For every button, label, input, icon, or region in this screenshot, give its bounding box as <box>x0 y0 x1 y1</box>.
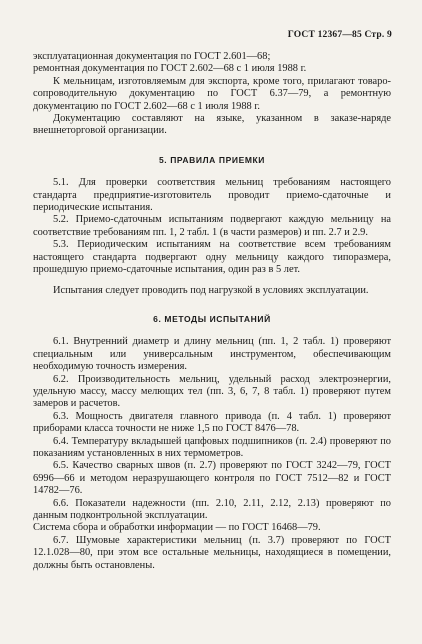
intro-line: эксплуатационная документация по ГОСТ 2.601—68; <box>33 51 271 62</box>
paragraph-5-3-note: Испытания следует проводить под нагрузкой в условиях эксплуатации. <box>53 284 369 296</box>
paragraph-5-2: 5.2. Приемо-сдаточным испытаниям подвергают каждую мельницу на соответствие требованиям пп. 1, 2 табл. 1 (в части размеров) и пп. 2.7 и 2.9. <box>33 214 391 238</box>
paragraph-5-1: 5.1. Для проверки соответствия мельниц требованиям настоящего стандарта предприятие-изготовитель проводит приемо-сдаточные и периодические испытания. <box>33 177 391 214</box>
page-body <box>33 51 391 572</box>
paragraph-6-5: 6.5. Качество сварных швов (п. 2.7) проверяют по ГОСТ 3242—79, ГОСТ 6996—66 и методом неразрушающего контроля по ГОСТ 7512—82 и ГОСТ 14782—76. <box>33 460 391 497</box>
paragraph-6-6-note: Система сбора и обработки информации — по ГОСТ 16468—79. <box>33 522 321 534</box>
paragraph-6-2: 6.2. Производительность мельниц, удельный расход электроэнергии, удельную массу, массу мелющих тел (пп. 3, 6, 7, 8 табл. 1) проверяют путем замеров и расчетов. <box>33 373 391 410</box>
paragraph-6-4: 6.4. Температуру вкладышей цапфовых подшипников (п. 2.4) проверяют по показаниям установленных в них термометров. <box>33 435 391 459</box>
paragraph-6-1: 6.1. Внутренний диаметр и длину мельниц (пп. 1, 2 табл. 1) проверяют специальным или универсальным инструментом, обеспечивающим необходимую точность измерения. <box>33 336 391 373</box>
section-5-title: 5. ПРАВИЛА ПРИЕМКИ <box>158 154 266 165</box>
page-header: ГОСТ 12367—85 Стр. 9 <box>287 30 392 40</box>
paragraph-6-6: 6.6. Показатели надежности (пп. 2.10, 2.11, 2.12, 2.13) проверяют по данным подконтрольной эксплуатации. <box>33 497 391 521</box>
paragraph-5-3: 5.3. Периодическим испытаниям на соответствие всем требованиям настоящего стандарта подвергают одну мельницу каждого типоразмера, прошедшую приемо-сдаточные испытания, один раз в 5 лет. <box>33 239 391 276</box>
intro-paragraph: Документацию составляют на языке, указанном в заказе-наряде внешнеторговой организации. <box>33 113 391 137</box>
intro-line: ремонтная документация по ГОСТ 2.602—68 с 1 июля 1988 г. <box>33 63 307 75</box>
section-6-title: 6. МЕТОДЫ ИСПЫТАНИЙ <box>153 313 271 324</box>
paragraph-6-7: 6.7. Шумовые характеристики мельниц (п. 3.7) проверяют по ГОСТ 12.1.028—80, при этом все остальные мельницы, находящиеся в помещении, должны быть остановлены. <box>33 534 391 571</box>
intro-paragraph: К мельницам, изготовляемым для экспорта, кроме того, прилагают товаро-сопроводительную документацию по ГОСТ 6.37—79, а ремонтную документацию по ГОСТ 2.602—68 с 1 июля 1988 г. <box>33 75 391 112</box>
paragraph-6-3: 6.3. Мощность двигателя главного привода (п. 4 табл. 1) проверяют приборами класса точности не ниже 1,5 по ГОСТ 8476—78. <box>33 410 391 435</box>
